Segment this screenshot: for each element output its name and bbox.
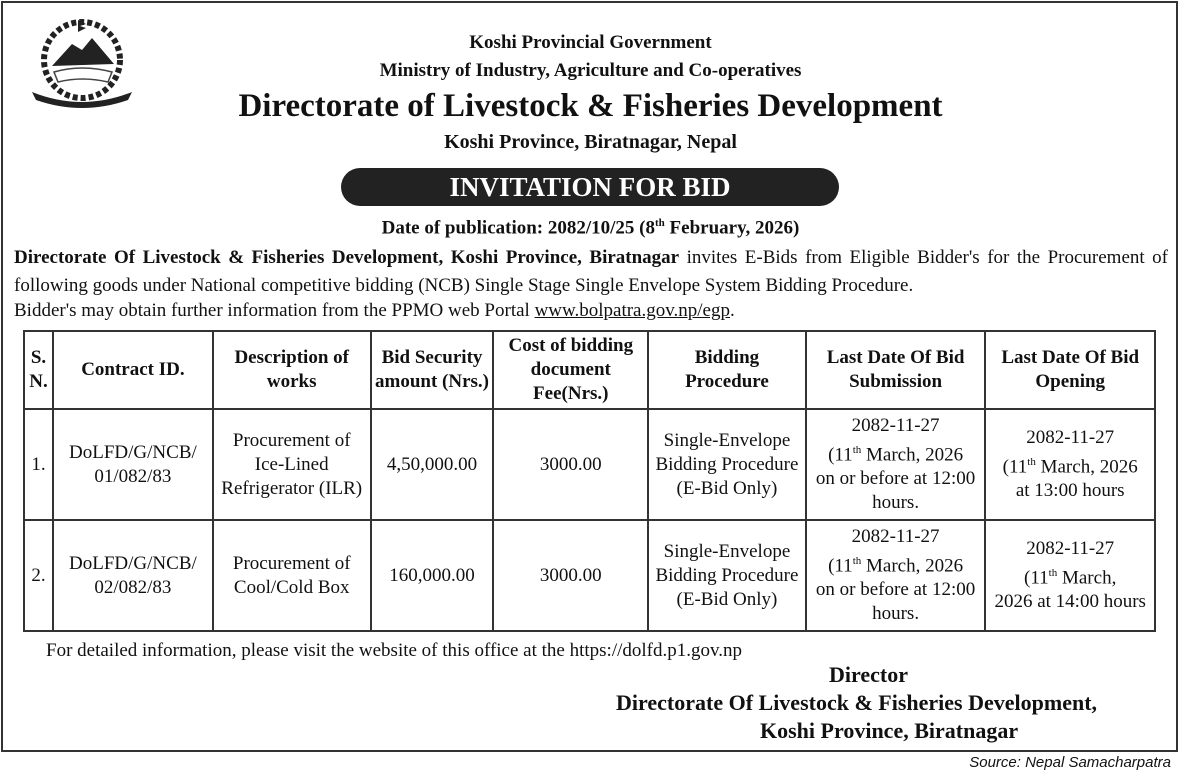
- office-location: Koshi Province, Biratnagar, Nepal: [444, 131, 737, 153]
- proc-text: Single-Envelope Bidding Procedure: [655, 540, 799, 586]
- cell-fee: 3000.00: [493, 409, 648, 520]
- header-opening: Last Date Of Bid Opening: [985, 331, 1155, 409]
- cell-description: Procurement of Ice-Lined Refrigerator (ILR): [213, 409, 371, 520]
- proc-text: Single-Envelope Bidding Procedure: [655, 429, 799, 475]
- proc-note: (E-Bid Only): [676, 588, 778, 610]
- header-fee: Cost of bidding document Fee(Nrs.): [493, 331, 648, 409]
- t: th: [852, 554, 862, 567]
- sub-date-ad: [809, 549, 983, 578]
- t: March, 2026: [861, 444, 964, 466]
- t: th: [852, 443, 862, 456]
- header-sn: S. N.: [24, 331, 53, 409]
- header-contract-id: Contract ID.: [53, 331, 213, 409]
- gov-name: Koshi Provincial Government: [469, 32, 712, 53]
- signatory-location: Koshi Province, Biratnagar: [760, 718, 1019, 743]
- intro-paragraph: [14, 244, 1168, 300]
- pub-date-text: Date of publication: 2082/10/25 (8: [381, 217, 656, 239]
- open-date-ad: [988, 561, 1152, 590]
- cell-sn: 1.: [24, 409, 53, 520]
- sub-date: 2082-11-27: [851, 525, 940, 547]
- cell-procedure: [648, 520, 806, 631]
- table-header-row: [24, 331, 1155, 409]
- intro-line3-text: Bidder's may obtain further information from the PPMO web Portal: [14, 300, 535, 321]
- source-credit: Source: Nepal Samacharpatra: [969, 754, 1171, 771]
- cell-security: 4,50,000.00: [371, 409, 494, 520]
- intro-line3: [14, 300, 735, 322]
- t: (11: [1002, 456, 1028, 478]
- table-row: [24, 409, 1155, 520]
- open-date: 2082-11-27: [1026, 426, 1115, 448]
- bid-table: [23, 330, 1156, 632]
- open-time: 2026 at 14:00 hours: [994, 591, 1146, 613]
- cell-contract-id: [53, 520, 213, 631]
- t: th: [1048, 566, 1058, 579]
- cell-security: 160,000.00: [371, 520, 494, 631]
- publication-date: [0, 217, 1181, 239]
- signatory-title: Director: [829, 662, 908, 687]
- t: (11: [1024, 567, 1049, 589]
- cell-opening: [985, 409, 1155, 520]
- cell-sn: 2.: [24, 520, 53, 631]
- cell-description: Procurement of Cool/Cold Box: [213, 520, 371, 631]
- header-submission: Last Date Of Bid Submission: [806, 331, 986, 409]
- pub-date-sup: th: [655, 217, 665, 229]
- proc-note: (E-Bid Only): [676, 477, 778, 499]
- intro-period: .: [729, 300, 735, 321]
- id-line1: DoLFD/G/NCB/: [69, 441, 197, 463]
- cell-submission: [806, 409, 986, 520]
- cell-contract-id: [53, 409, 213, 520]
- cell-submission: [806, 520, 986, 631]
- t: March, 2026: [1035, 456, 1138, 478]
- directorate-name: Directorate of Livestock & Fisheries Development: [238, 88, 943, 124]
- intro-bold: Directorate Of Livestock & Fisheries Development, Koshi Province, Biratnagar: [14, 247, 680, 268]
- sub-time: on or before at 12:00 hours.: [815, 468, 976, 514]
- t: th: [1027, 455, 1036, 468]
- open-date-ad: [988, 450, 1152, 479]
- sub-date-ad: [809, 438, 983, 467]
- ministry-name: Ministry of Industry, Agriculture and Co-operatives: [379, 60, 802, 81]
- id-line2: 01/082/83: [94, 465, 172, 487]
- t: March,: [1057, 567, 1117, 589]
- table-row: [24, 520, 1155, 631]
- id-line2: 02/082/83: [94, 576, 172, 598]
- header-procedure: Bidding Procedure: [648, 331, 806, 409]
- id-line1: DoLFD/G/NCB/: [69, 552, 197, 574]
- open-date: 2082-11-27: [1026, 537, 1115, 559]
- cell-fee: 3000.00: [493, 520, 648, 631]
- header-bid-security: Bid Security amount (Nrs.): [371, 331, 494, 409]
- footer-info: For detailed information, please visit the website of this office at the https://dolfd.p1.gov.np: [46, 640, 743, 661]
- intro-text: invites E-Bids from Eligible Bidder's for the Procurement of following goods under National competitive bidding (NCB) Single Stage Single Envelope System Bidding Procedure.: [14, 247, 1168, 296]
- t: (11: [828, 444, 853, 466]
- t: (11: [828, 555, 853, 577]
- open-time: at 13:00 hours: [1015, 480, 1125, 502]
- ppmo-link[interactable]: www.bolpatra.gov.np/egp: [534, 300, 730, 321]
- t: March, 2026: [861, 555, 964, 577]
- sub-time: on or before at 12:00 hours.: [815, 579, 976, 625]
- pub-date-suffix: February, 2026): [664, 217, 800, 239]
- cell-opening: [985, 520, 1155, 631]
- sub-date: 2082-11-27: [851, 414, 940, 436]
- header-description: Description of works: [213, 331, 371, 409]
- signatory-office: Directorate Of Livestock & Fisheries Development,: [616, 690, 1098, 715]
- cell-procedure: [648, 409, 806, 520]
- title-banner: INVITATION FOR BID: [341, 168, 839, 206]
